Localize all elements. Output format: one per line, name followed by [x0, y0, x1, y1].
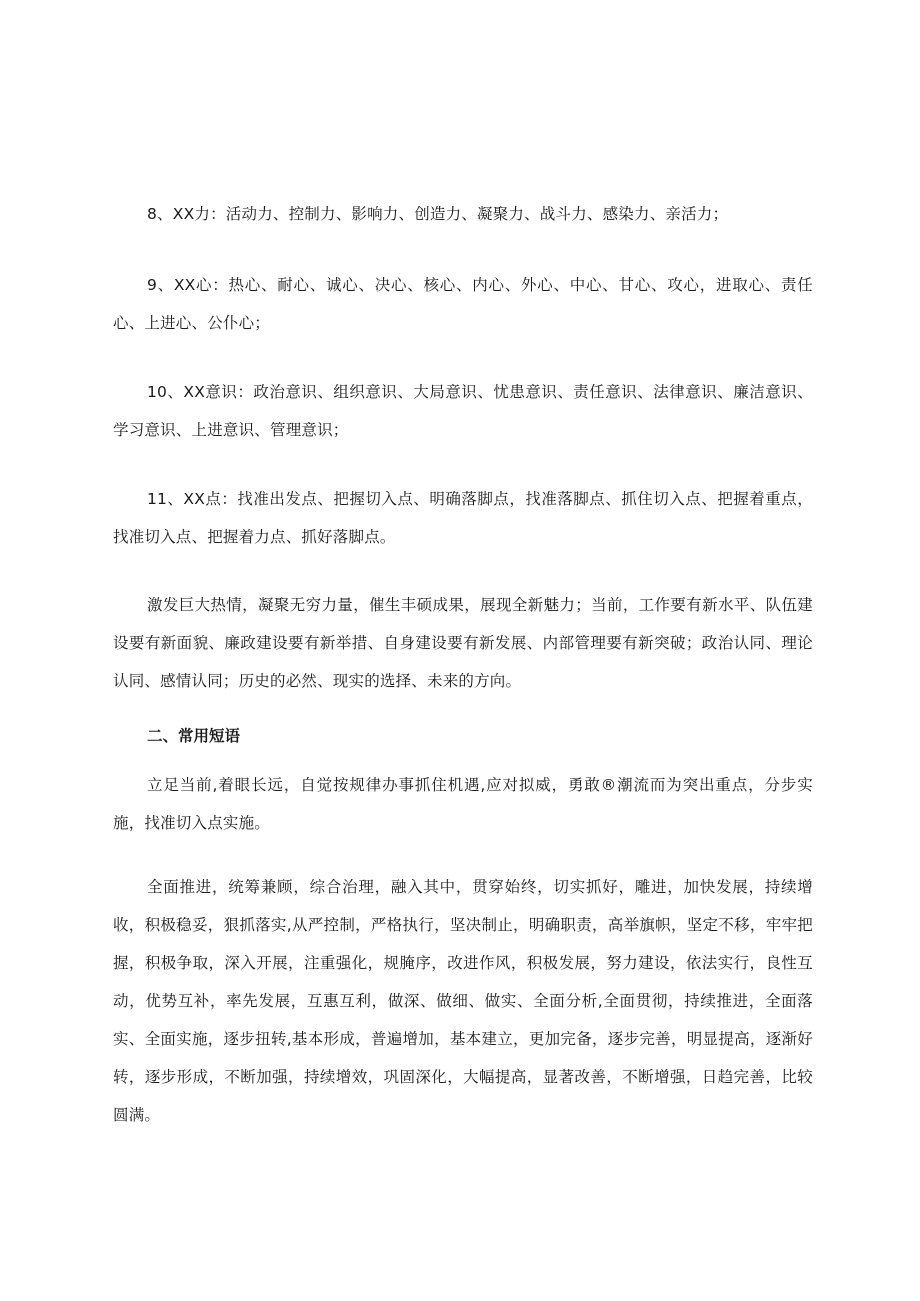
- list-item-8: 8、XX力：活动力、控制力、影响力、创造力、凝聚力、战斗力、感染力、亲活力；: [147, 205, 729, 223]
- list-item-10: 10、XX意识：政治意识、组织意识、大局意识、忧患意识、责任意识、法律意识、廉洁意识、学习意识、上进意识、管理意识；: [113, 383, 813, 439]
- summary-paragraph: 激发巨大热情，凝聚无穷力量，催生丰硕成果，展现全新魅力；当前，工作要有新水平、队伍建设要有新面貌、廉政建设要有新举措、自身建设要有新发展、内部管理要有新突破；政治认同、理论认同、感情认同；历史的必然、现实的选择、未来的方向。: [113, 596, 813, 690]
- phrase-paragraph-1: 立足当前,着眼长远，自觉按规律办事抓住机遇,应对拟威，勇敢®潮流而为突出重点，分步实施，找准切入点实施。: [113, 776, 813, 832]
- list-item-11: 11、XX点：找准出发点、把握切入点、明确落脚点，找准落脚点、抓住切入点、把握着重点，找准切入点、把握着力点、抓好落脚点。: [113, 490, 813, 546]
- section-heading: 二、常用短语: [147, 727, 241, 745]
- list-item-9: 9、XX心：热心、耐心、诚心、决心、核心、内心、外心、中心、甘心、攻心，进取心、责任心、上进心、公仆心；: [113, 276, 813, 332]
- phrase-paragraph-2: 全面推进，统筹兼顾，综合治理，融入其中，贯穿始终，切实抓好，雕进，加快发展，持续增收，积极稳妥，狠抓落实,从严控制，严格执行，坚决制止，明确职责，高举旗帜，坚定不移，牢牢把握，积极争取，深入开展，注重强化，规腌序，改进作风，积极发展，努力建设，依法实行，良性互动，优势互补，率先发展，互惠互利，做深、做细、做实、全面分析,全面贯彻，持续推进，全面落实、全面实施，逐步扭转,基本形成，普遍增加，基本建立，更加完备，逐步完善，明显提高，逐渐好转，逐步形成，不断加强，持续增效，巩固深化，大幅提高，显著改善，不断增强，日趋完善，比较圆满。: [113, 878, 813, 1124]
